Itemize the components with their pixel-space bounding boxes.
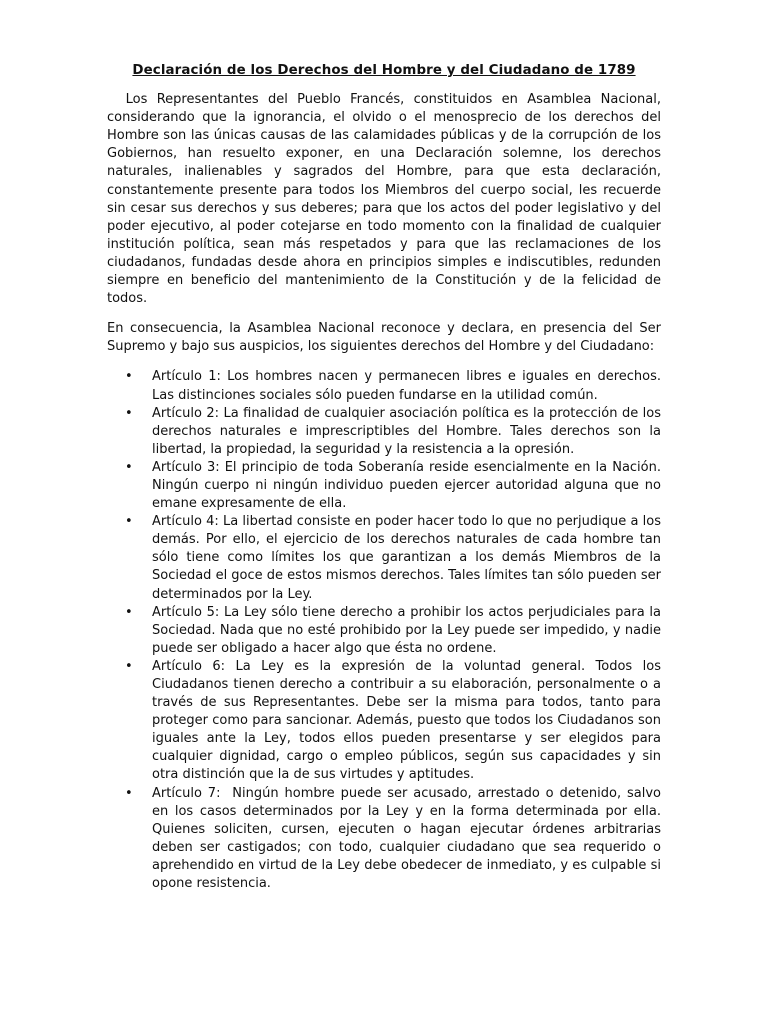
article-4-text: Artículo 4: La libertad consiste en poder hacer todo lo que no perjudique a los demás. Por ello, el ejercicio de los derechos naturales de cada hombre tan sólo tiene como límites los que garantizan a los demás Miembros de la Sociedad el goce de estos mismos derechos. Tales límites tan sólo pueden ser determinados por la Ley. <box>152 514 662 602</box>
document-title: Declaración de los Derechos del Hombre y del Ciudadano de 1789 <box>132 63 636 78</box>
list-item <box>107 658 661 785</box>
list-item <box>107 604 661 658</box>
bullet-icon: • <box>125 514 133 530</box>
consequence-paragraph: En consecuencia, la Asamblea Nacional reconoce y declara, en presencia del Ser Supremo y bajo sus auspicios, los siguientes derechos del Hombre y del Ciudadano: <box>107 321 661 355</box>
bullet-icon: • <box>125 785 133 801</box>
article-1-text: Artículo 1: Los hombres nacen y permanecen libres e iguales en derechos. Las distinciones sociales sólo pueden fundarse en la utilidad común. <box>152 369 661 403</box>
bullet-icon: • <box>125 405 133 421</box>
article-2-text: Artículo 2: La finalidad de cualquier asociación política es la protección de los derechos naturales e imprescriptibles del Hombre. Tales derechos son la libertad, la propiedad, la seguridad y la resistencia a la opresión. <box>152 405 661 457</box>
bullet-icon: • <box>125 604 133 620</box>
list-item <box>107 368 661 404</box>
list-item <box>107 459 661 513</box>
bullet-icon: • <box>125 459 133 475</box>
list-item <box>107 405 661 459</box>
bullet-icon: • <box>125 369 133 385</box>
article-6-text: Artículo 6: La Ley es la expresión de la voluntad general. Todos los Ciudadanos tienen derecho a contribuir a su elaboración, personalmente o a través de sus Representantes. Debe ser la misma para todos, tanto para proteger como para sancionar. Además, puesto que todos los Ciudadanos son iguales ante la Ley, todos ellos pueden presentarse y ser elegidos para cualquier dignidad, cargo o empleo públicos, según sus capacidades y sin otra distinción que la de sus virtudes y aptitudes. <box>152 658 661 783</box>
article-7-text: Artículo 7: Ningún hombre puede ser acusado, arrestado o detenido, salvo en los casos determinados por la Ley y en la forma determinada por ella. Quienes soliciten, cursen, ejecuten o hagan ejecutar órdenes arbitrarias deben ser castigados; con todo, cualquier ciudadano que sea requerido o aprehendido en virtud de la Ley debe obedecer de inmediato, y es culpable si opone resistencia. <box>152 785 666 892</box>
intro-paragraph: Los Representantes del Pueblo Francés, constituidos en Asamblea Nacional, considerando que la ignorancia, el olvido o el menosprecio de los derechos del Hombre son las únicas causas de las calamidades públicas y de la corrupción de los Gobiernos, han resuelto exponer, en una Declaración solemne, los derechos naturales, inalienables y sagrados del Hombre, para que esta declaración, constantemente presente para todos los Miembros del cuerpo social, les recuerde sin cesar sus derechos y sus deberes; para que los actos del poder legislativo y del poder ejecutivo, al poder cotejarse en todo momento con la finalidad de cualquier institución política, sean más respetados y para que las reclamaciones de los ciudadanos, fundadas desde ahora en principios simples e indiscutibles, redunden siempre en beneficio del mantenimiento de la Constitución y de la felicidad de todos. <box>107 92 666 307</box>
article-3-text: Artículo 3: El principio de toda Soberanía reside esencialmente en la Nación. Ningún cuerpo ni ningún individuo pueden ejercer autoridad alguna que no emane expresamente de ella. <box>152 459 661 512</box>
article-5-text: Artículo 5: La Ley sólo tiene derecho a prohibir los actos perjudiciales para la Sociedad. Nada que no esté prohibido por la Ley puede ser impedido, y nadie puede ser obligado a hacer algo que ésta no ordene. <box>152 604 661 656</box>
bullet-icon: • <box>125 658 133 674</box>
list-item <box>107 785 666 894</box>
list-item <box>107 513 661 603</box>
document-page <box>107 62 666 893</box>
articles-list <box>107 368 666 893</box>
